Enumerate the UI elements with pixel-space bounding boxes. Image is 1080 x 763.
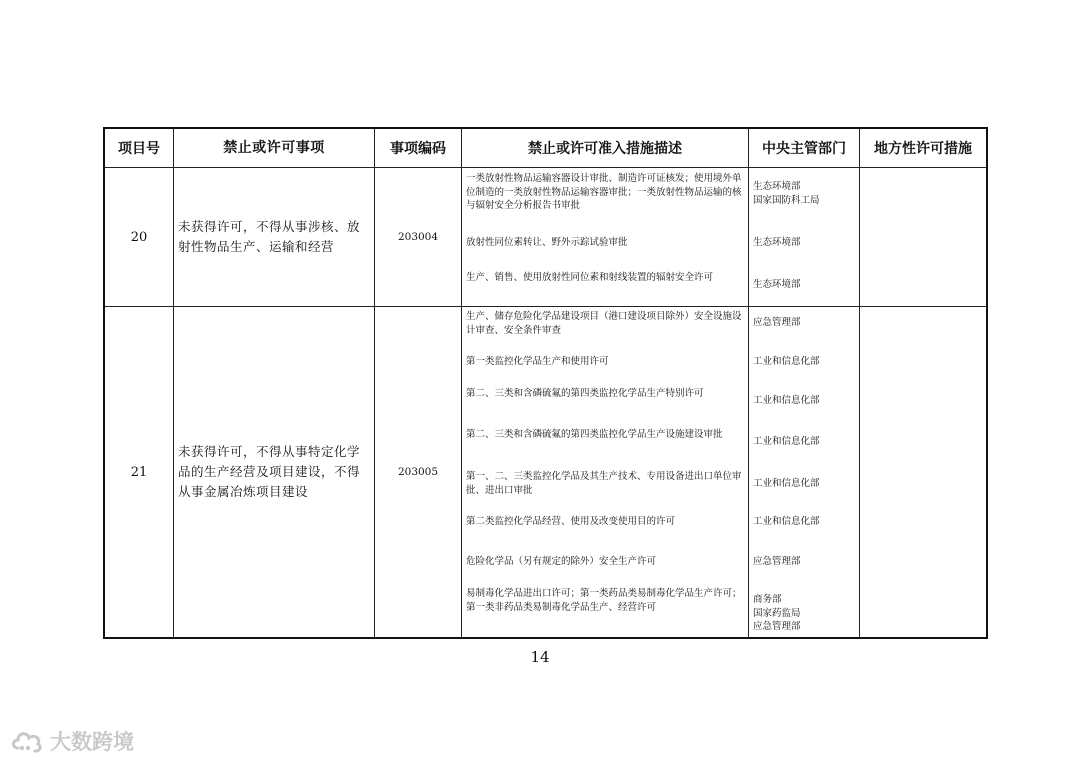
header-item: 禁止或许可事项 [174,128,375,168]
header-code: 事项编码 [375,128,462,168]
department-entry: 商务部 国家药监局 应急管理部 [753,594,801,632]
description-entry: 第一、二、三类监控化学品及其生产技术、专用设备进出口单位审批、进出口审批 [466,471,742,496]
table-row [104,307,987,639]
description-entry: 生产、销售、使用放射性同位素和射线装置的辐射安全许可 [466,272,714,283]
item-cell: 未获得许可，不得从事特定化学品的生产经营及项目建设，不得从事金属冶炼项目建设 [174,307,375,639]
description-entry: 生产、储存危险化学品建设项目（港口建设项目除外）安全设施设计审查、安全条件审查 [466,311,742,336]
department-entry: 工业和信息化部 [753,478,820,489]
code-cell: 203004 [375,168,462,307]
table-header-row [104,128,987,168]
department-entry: 工业和信息化部 [753,356,820,367]
description-entry: 危险化学品（另有规定的除外）安全生产许可 [466,556,657,567]
header-local-measures: 地方性许可措施 [860,128,988,168]
watermark-text: 大数跨境 [50,730,134,754]
description-entry: 第二、三类和含磷硫氟的第四类监控化学品生产特别许可 [466,388,704,399]
description-cell [462,168,749,307]
local-measures-cell [860,307,988,639]
department-entry: 工业和信息化部 [753,395,820,406]
code-cell: 203005 [375,307,462,639]
item-cell: 未获得许可，不得从事涉核、放射性物品生产、运输和经营 [174,168,375,307]
header-project-no: 项目号 [104,128,174,168]
permit-table [103,127,988,639]
department-cell [749,307,860,639]
header-description: 禁止或许可准入措施描述 [462,128,749,168]
department-cell [749,168,860,307]
local-measures-cell [860,168,988,307]
description-entry: 第二、三类和含磷硫氟的第四类监控化学品生产设施建设审批 [466,429,723,440]
description-cell [462,307,749,639]
department-entry: 工业和信息化部 [753,516,820,527]
project-no-cell: 21 [104,307,174,639]
department-entry: 应急管理部 [753,556,801,567]
department-entry: 生态环境部 [753,237,801,248]
department-entry: 应急管理部 [753,317,801,328]
watermark [10,726,134,756]
project-no-cell: 20 [104,168,174,307]
description-entry: 一类放射性物品运输容器设计审批、制造许可证核发；使用境外单位制造的一类放射性物品运输容器审批；一类放射性物品运输的核与辐射安全分析报告书审批 [466,173,742,211]
department-entry: 工业和信息化部 [753,436,820,447]
page-number: 14 [530,648,550,666]
header-department: 中央主管部门 [749,128,860,168]
description-entry: 第一类监控化学品生产和使用许可 [466,356,609,367]
description-entry: 易制毒化学品进出口许可；第一类药品类易制毒化学品生产许可；第一类非药品类易制毒化学品生产、经营许可 [466,588,742,613]
cloud-logo-icon [10,726,44,756]
description-entry: 放射性同位素转让、野外示踪试验审批 [466,237,628,248]
department-entry: 生态环境部 国家国防科工局 [753,181,820,206]
department-entry: 生态环境部 [753,279,801,290]
table-row [104,168,987,307]
description-entry: 第二类监控化学品经营、使用及改变使用目的许可 [466,516,676,527]
